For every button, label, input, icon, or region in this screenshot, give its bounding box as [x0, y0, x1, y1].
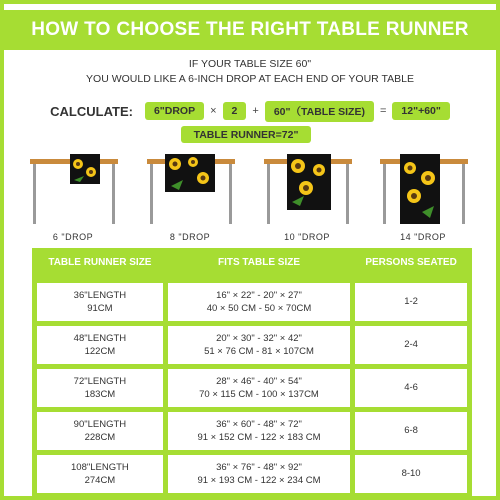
fits-size-cell [165, 323, 352, 366]
runner-size-cell [35, 323, 166, 366]
drop-pill: 6"DROP [145, 102, 204, 120]
table-runner-icon [145, 150, 237, 226]
table-runner-icon [262, 150, 354, 226]
table-size-pill: 60"（TABLE SIZE) [265, 101, 374, 122]
fits-cm: 51 × 76 CM - 81 × 107CM [204, 345, 314, 357]
table-illustration-6 [28, 150, 118, 242]
table-row [35, 452, 470, 495]
equals-sign: = [379, 105, 387, 117]
drop-label: 14 "DROP [400, 232, 446, 242]
size-table [32, 248, 472, 498]
fits-size-cell [165, 366, 352, 409]
persons-cell: 2-4 [353, 323, 470, 366]
table-row [35, 366, 470, 409]
fits-cm: 40 × 50 CM - 50 × 70CM [206, 302, 312, 314]
page-title: HOW TO CHOOSE THE RIGHT TABLE RUNNER [4, 10, 496, 50]
table-row [35, 280, 470, 323]
runner-length: 36"LENGTH [73, 289, 127, 301]
table-illustration-8 [145, 150, 235, 242]
runner-length: 90"LENGTH [73, 418, 127, 430]
intro-text [0, 57, 500, 87]
runner-size-cell [35, 366, 166, 409]
header-runner-size: TABLE RUNNER SIZE [35, 248, 166, 280]
runner-length-cm: 122CM [84, 345, 116, 357]
fits-inches: 36" × 60" - 48" × 72" [216, 418, 302, 430]
table-illustration-10 [262, 150, 352, 242]
result-pill: TABLE RUNNER=72" [181, 126, 311, 143]
intro-line-2: YOU WOULD LIKE A 6-INCH DROP AT EACH END OF YOUR TABLE [86, 73, 414, 85]
runner-size-cell [35, 409, 166, 452]
fits-inches: 16" × 22" - 20" × 27" [216, 289, 302, 301]
runner-size-cell [35, 452, 166, 495]
runner-length-cm: 228CM [84, 431, 116, 443]
table-illustration-14 [378, 150, 468, 242]
fits-inches: 36" × 76" - 48" × 92" [216, 461, 302, 473]
intro-line-1: IF YOUR TABLE SIZE 60" [188, 58, 312, 70]
drop-label: 10 "DROP [284, 232, 330, 242]
runner-length-cm: 91CM [87, 302, 113, 314]
header-persons-seated: PERSONS SEATED [353, 248, 470, 280]
fits-size-cell [165, 409, 352, 452]
persons-cell: 6-8 [353, 409, 470, 452]
fits-size-cell [165, 280, 352, 323]
persons-cell: 8-10 [353, 452, 470, 495]
drop-label: 6 "DROP [52, 232, 94, 242]
runner-length: 108"LENGTH [71, 461, 129, 473]
drop-illustrations [0, 150, 500, 242]
fits-size-cell [165, 452, 352, 495]
calculation-row [0, 101, 500, 121]
table-runner-icon [378, 150, 470, 226]
fits-inches: 28" × 46" - 40" × 54" [216, 375, 302, 387]
fits-cm: 91 × 152 CM - 122 × 183 CM [197, 431, 321, 443]
runner-size-cell [35, 280, 166, 323]
persons-cell: 4-6 [353, 366, 470, 409]
drop-label: 8 "DROP [169, 232, 211, 242]
table-row [35, 323, 470, 366]
runner-length-cm: 274CM [84, 474, 116, 486]
multiplier-pill: 2 [223, 102, 247, 120]
persons-cell: 1-2 [353, 280, 470, 323]
runner-length: 72"LENGTH [73, 375, 127, 387]
table-row [35, 409, 470, 452]
fits-cm: 70 × 115 CM - 100 × 137CM [199, 388, 319, 400]
sum-pill: 12"+60" [392, 102, 449, 120]
table-header-row [35, 248, 470, 280]
table-runner-icon [28, 150, 120, 226]
calculate-label: CALCULATE: [50, 103, 133, 119]
plus-sign: + [252, 105, 259, 117]
times-sign: × [210, 105, 217, 117]
header-fits-table-size: FITS TABLE SIZE [165, 248, 352, 280]
runner-length-cm: 183CM [84, 388, 116, 400]
fits-inches: 20" × 30" - 32" × 42" [216, 332, 302, 344]
fits-cm: 91 × 193 CM - 122 × 234 CM [197, 474, 321, 486]
runner-length: 48"LENGTH [73, 332, 127, 344]
